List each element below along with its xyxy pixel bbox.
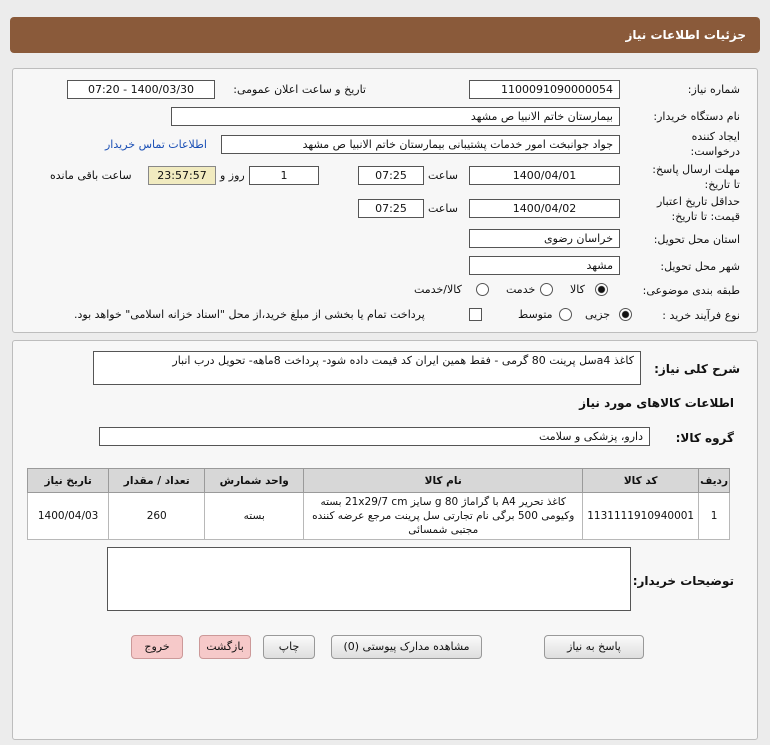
city-field: مشهد	[469, 256, 620, 275]
remaining-timer: 23:57:57	[148, 166, 216, 185]
buyer-org-label: نام دستگاه خریدار:	[653, 110, 740, 123]
cell-name: کاغذ تحریر A4 با گراماژ 80 g سایز 21x29/7 cm بسته وکیومی 500 برگی نام تجارتی سل پرینت مرجع عرضه کننده مجتبی شمسائی	[304, 493, 583, 540]
price-validity-date-field: 1400/04/02	[469, 199, 620, 218]
remaining-label: ساعت باقی مانده	[50, 169, 132, 182]
col-name: نام کالا	[304, 469, 583, 493]
buyer-notes-field	[107, 547, 631, 611]
province-label: استان محل تحویل:	[653, 233, 740, 246]
page-title: جزئیات اطلاعات نیاز	[625, 28, 746, 42]
attachments-button[interactable]: مشاهده مدارک پیوستی (0)	[331, 635, 482, 659]
cell-qty: 260	[109, 493, 205, 540]
col-date: تاریخ نیاز	[28, 469, 109, 493]
exit-button[interactable]: خروج	[131, 635, 183, 659]
reply-deadline-label-line1: مهلت ارسال پاسخ:	[652, 163, 740, 176]
category-radio-service[interactable]	[540, 283, 553, 296]
province-field: خراسان رضوی	[469, 229, 620, 248]
cell-unit: بسته	[205, 493, 304, 540]
creator-field: جواد جوانبخت امور خدمات پشتیبانی بیمارستان خاتم الانبیا ص مشهد	[221, 135, 620, 154]
category-radio-goods[interactable]	[595, 283, 608, 296]
process-option-medium: متوسط	[518, 308, 553, 321]
goods-table-wrap	[27, 468, 730, 540]
goods-table	[27, 468, 730, 540]
buyer-notes-label: توضیحات خریدار:	[632, 574, 734, 588]
buyer-org-field: بیمارستان خاتم الانبیا ص مشهد	[171, 107, 620, 126]
reply-time-field: 07:25	[358, 166, 424, 185]
city-label: شهر محل تحویل:	[660, 260, 740, 273]
creator-label-line1: ایجاد کننده	[691, 130, 740, 143]
process-label: نوع فرآیند خرید :	[662, 309, 740, 322]
category-option-service: خدمت	[506, 283, 536, 296]
process-radio-minor[interactable]	[619, 308, 632, 321]
contact-buyer-link[interactable]: اطلاعات تماس خریدار	[105, 138, 207, 151]
reply-deadline-label-line2: تا تاریخ:	[704, 178, 740, 191]
col-row: ردیف	[699, 469, 730, 493]
summary-field	[93, 351, 641, 385]
price-validity-label-line2: قیمت: تا تاریخ:	[671, 210, 740, 223]
col-unit: واحد شمارش	[205, 469, 304, 493]
goods-section-title: اطلاعات کالاهای مورد نیاز	[579, 396, 734, 410]
announce-field: 1400/03/30 - 07:20	[67, 80, 215, 99]
need-number-label: شماره نیاز:	[687, 83, 740, 96]
category-label: طبقه بندی موضوعی:	[642, 284, 740, 297]
days-field: 1	[249, 166, 319, 185]
process-radio-medium[interactable]	[559, 308, 572, 321]
cell-date: 1400/04/03	[28, 493, 109, 540]
col-code: کد کالا	[583, 469, 699, 493]
price-validity-time-field: 07:25	[358, 199, 424, 218]
goods-group-label: گروه کالا:	[675, 431, 734, 445]
back-button[interactable]: بازگشت	[199, 635, 251, 659]
cell-row: 1	[699, 493, 730, 540]
table-row	[28, 493, 730, 540]
need-number-field: 1100091090000054	[469, 80, 620, 99]
creator-label-line2: درخواست:	[690, 145, 740, 158]
table-header-row	[28, 469, 730, 493]
treasury-payment-checkbox[interactable]	[469, 308, 482, 321]
cell-code: 1131111910940001	[583, 493, 699, 540]
category-radio-goods-service[interactable]	[476, 283, 489, 296]
process-option-minor: جزیی	[585, 308, 611, 321]
print-button[interactable]: چاپ	[263, 635, 315, 659]
announce-label: تاریخ و ساعت اعلان عمومی:	[233, 83, 366, 96]
price-validity-time-label: ساعت	[428, 202, 458, 215]
days-label: روز و	[220, 169, 245, 182]
reply-button[interactable]: پاسخ به نیاز	[544, 635, 644, 659]
summary-label: شرح کلی نیاز:	[654, 362, 740, 376]
category-option-goods: کالا	[570, 283, 585, 296]
price-validity-label-line1: حداقل تاریخ اعتبار	[656, 195, 740, 208]
category-option-goods-service: کالا/خدمت	[414, 283, 462, 296]
treasury-payment-note: پرداخت تمام یا بخشی از مبلغ خرید،از محل "اسناد خزانه اسلامی" خواهد بود.	[74, 308, 425, 321]
col-qty: تعداد / مقدار	[109, 469, 205, 493]
reply-time-label: ساعت	[428, 169, 458, 182]
page-header	[10, 17, 760, 53]
goods-group-field: دارو، پزشکی و سلامت	[99, 427, 650, 446]
summary-text: کاغذ a4سل پرینت 80 گرمی - فقط همین ایران کد قیمت داده شود- پرداخت 8ماهه- تحویل درب انبار	[172, 354, 634, 367]
reply-date-field: 1400/04/01	[469, 166, 620, 185]
